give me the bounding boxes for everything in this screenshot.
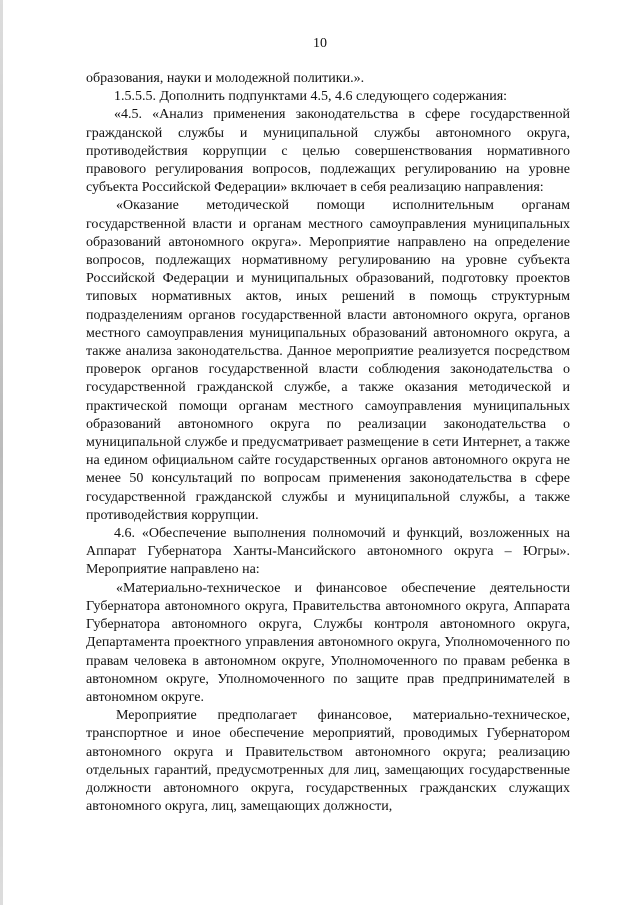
paragraph-4-6-activity: Мероприятие предполагает финансовое, материально-техническое, транспортное и иное обеспечение мероприятий, проводимых Губернатором автономного округа и Правительством автономного округа; реализацию отдельных гарантий, предусмотренных для лиц, замещающих государственные должности автономного округа, государственных гражданских служащих автономного округа, лиц, замещающих должности, <box>86 708 570 815</box>
paragraph-4-6-direction: «Материально-техническое и финансовое обеспечение деятельности Губернатора автономного округа, Правительства автономного округа, Аппарата Губернатора автономного округа, Службы контроля автономного округа, Департамента проектного управления автономного округа, Уполномоченного по правам человека в автономном округе, Уполномоченного по правам ребенка в автономном округе, Уполномоченного по защите прав предпринимателей в автономном округе. <box>86 580 570 705</box>
document-body <box>86 70 570 816</box>
paragraph-4-5: «4.5. «Анализ применения законодательства в сфере государственной гражданской службы и муниципальной службы автономного округа, противодействия коррупции с целью совершенствования нормативного правового регулирования вопросов, подлежащих регулированию на уровне субъекта Российской Федерации» включает в себя реализацию направления: <box>86 107 570 196</box>
page-number: 10 <box>313 36 327 51</box>
paragraph-4-6: 4.6. «Обеспечение выполнения полномочий и функций, возложенных на Аппарат Губернатора Ханты-Мансийского автономного округа – Югры». Мероприятие направлено на: <box>86 526 570 578</box>
paragraph-4-5-direction: «Оказание методической помощи исполнительным органам государственной власти и органам местного самоуправления муниципальных образований автономного округа». Мероприятие направлено на определение вопросов, подлежащих нормативному регулированию на уровне субъекта Российской Федерации и муниципальных образований, подготовку проектов типовых нормативных актов, иных решений в помощь структурным подразделениям органов государственной власти автономного округа, органов местного самоуправления муниципальных образований автономного округа, а также анализа законодательства. Данное мероприятие реализуется посредством проверок органов государственной власти соблюдения законодательства о государственной гражданской службе, а также оказания методической и практической помощи органам местного самоуправления муниципальных образований автономного округа по реализации законодательства о муниципальной службе и предусматривает размещение в сети Интернет, а также на едином официальном сайте государственных органов автономного округа не менее 50 консультаций по вопросам применения законодательства в сфере государственной гражданской службы и муниципальной службы, а также противодействия коррупции. <box>86 198 570 523</box>
scan-edge <box>0 0 3 905</box>
paragraph-amendment-intro: 1.5.5.5. Дополнить подпунктами 4.5, 4.6 следующего содержания: <box>114 89 508 105</box>
paragraph-continuation: образования, науки и молодежной политики.». <box>86 71 365 86</box>
